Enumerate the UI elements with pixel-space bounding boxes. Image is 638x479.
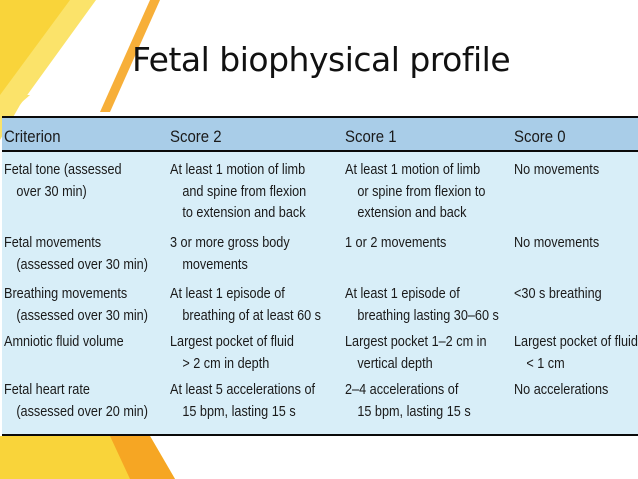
header-score-2: Score 2 (170, 127, 222, 146)
header-criterion: Criterion (4, 127, 61, 146)
table-cell-criterion: Breathing movements (assessed over 30 min) (4, 286, 148, 324)
table-cell-score-0: <30 s breathing (514, 286, 602, 302)
table-cell-score-2: 3 or more gross body movements (170, 235, 290, 273)
table-cell-score-0: No accelerations (514, 382, 609, 398)
header-score-1: Score 1 (345, 127, 397, 146)
table-cell-score-1: 1 or 2 movements (345, 235, 447, 251)
table-cell-score-1: At least 1 motion of limb or spine from flexion to extension and back (345, 162, 486, 221)
table-cell-criterion: Fetal movements (assessed over 30 min) (4, 235, 148, 273)
table-bottom-rule (2, 434, 638, 436)
table-cell-score-0: No movements (514, 162, 600, 178)
table-cell-score-2: At least 1 motion of limb and spine from flexion to extension and back (170, 162, 307, 221)
biophysical-profile-table (2, 116, 638, 436)
table-cell-score-1: 2–4 accelerations of 15 bpm, lasting 15 s (345, 382, 471, 420)
slide-title: Fetal biophysical profile (132, 40, 511, 79)
table-cell-score-2: At least 1 episode of breathing of at least 60 s (170, 286, 322, 324)
table-cell-criterion: Amniotic fluid volume (4, 334, 124, 350)
table-cell-criterion: Fetal tone (assessed over 30 min) (4, 162, 122, 200)
table-header-row (2, 116, 638, 152)
table-cell-score-0: Largest pocket of fluid < 1 cm (514, 334, 638, 372)
table-cell-score-0: No movements (514, 235, 600, 251)
header-score-0: Score 0 (514, 127, 566, 146)
table-cell-score-1: Largest pocket 1–2 cm in vertical depth (345, 334, 487, 372)
table-cell-score-2: At least 5 accelerations of 15 bpm, lasting 15 s (170, 382, 316, 420)
table-cell-score-1: At least 1 episode of breathing lasting 30–60 s (345, 286, 499, 324)
table-cell-criterion: Fetal heart rate (assessed over 20 min) (4, 382, 148, 420)
table-cell-score-2: Largest pocket of fluid > 2 cm in depth (170, 334, 294, 372)
